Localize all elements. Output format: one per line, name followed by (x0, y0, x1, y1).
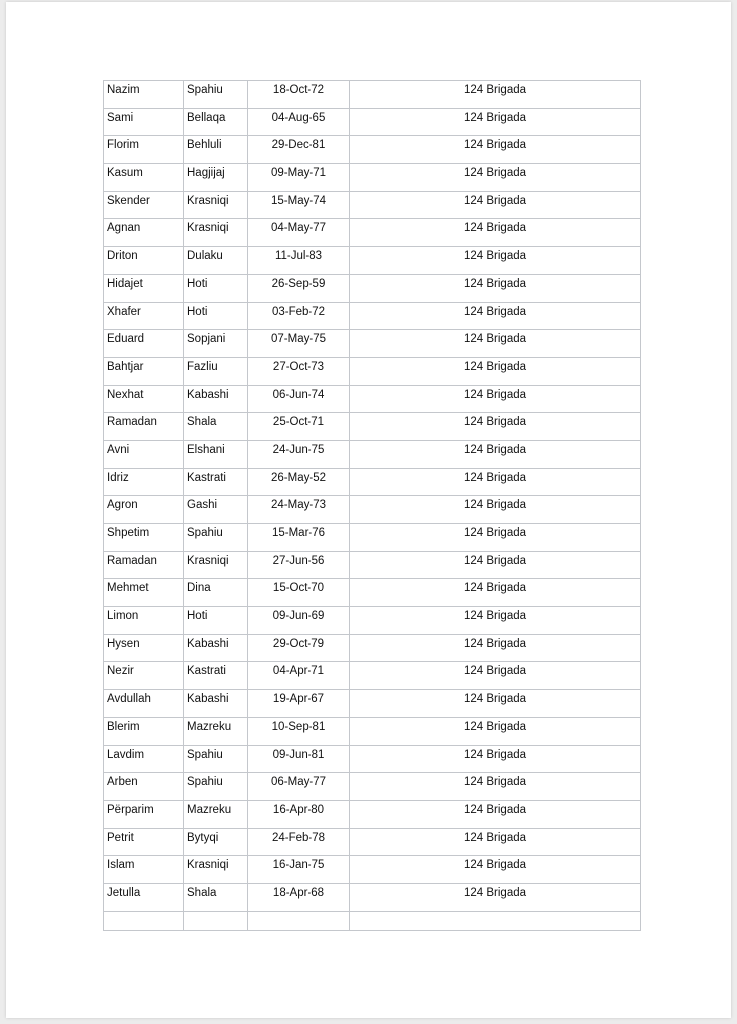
unit-cell: 124 Brigada (350, 302, 641, 330)
last-name-cell: Bytyqi (184, 828, 248, 856)
table-row (104, 745, 641, 773)
date-of-birth-cell: 10-Sep-81 (248, 717, 350, 745)
date-of-birth-cell: 19-Apr-67 (248, 690, 350, 718)
unit-cell: 124 Brigada (350, 717, 641, 745)
table-row (104, 607, 641, 635)
last-name-cell: Shala (184, 883, 248, 911)
unit-cell: 124 Brigada (350, 357, 641, 385)
table-row (104, 828, 641, 856)
date-of-birth-cell: 18-Oct-72 (248, 81, 350, 109)
unit-cell: 124 Brigada (350, 800, 641, 828)
last-name-cell: Krasniqi (184, 856, 248, 884)
last-name-cell: Hagjijaj (184, 164, 248, 192)
date-of-birth-cell: 09-Jun-81 (248, 745, 350, 773)
table-row (104, 579, 641, 607)
date-of-birth-cell: 04-May-77 (248, 219, 350, 247)
date-of-birth-cell: 15-Oct-70 (248, 579, 350, 607)
first-name-cell: Nexhat (104, 385, 184, 413)
unit-cell: 124 Brigada (350, 330, 641, 358)
first-name-cell: Islam (104, 856, 184, 884)
last-name-cell: Kastrati (184, 662, 248, 690)
date-of-birth-cell: 16-Jan-75 (248, 856, 350, 884)
table-row (104, 717, 641, 745)
date-of-birth-cell: 24-Jun-75 (248, 440, 350, 468)
unit-cell: 124 Brigada (350, 856, 641, 884)
first-name-cell: Nazim (104, 81, 184, 109)
first-name-cell: Jetulla (104, 883, 184, 911)
table-row (104, 357, 641, 385)
date-of-birth-cell: 18-Apr-68 (248, 883, 350, 911)
table-row (104, 413, 641, 441)
table-row (104, 883, 641, 911)
first-name-cell: Blerim (104, 717, 184, 745)
unit-cell: 124 Brigada (350, 634, 641, 662)
last-name-cell: Hoti (184, 607, 248, 635)
last-name-cell: Shala (184, 413, 248, 441)
unit-cell: 124 Brigada (350, 773, 641, 801)
unit-cell: 124 Brigada (350, 551, 641, 579)
first-name-cell: Avdullah (104, 690, 184, 718)
table-row (104, 81, 641, 109)
last-name-cell: Hoti (184, 274, 248, 302)
document-page (6, 2, 731, 1018)
table-row (104, 385, 641, 413)
date-of-birth-cell: 09-May-71 (248, 164, 350, 192)
empty-cell (350, 911, 641, 930)
unit-cell: 124 Brigada (350, 164, 641, 192)
date-of-birth-cell: 15-Mar-76 (248, 524, 350, 552)
unit-cell: 124 Brigada (350, 247, 641, 275)
unit-cell: 124 Brigada (350, 274, 641, 302)
date-of-birth-cell: 11-Jul-83 (248, 247, 350, 275)
last-name-cell: Kabashi (184, 634, 248, 662)
first-name-cell: Idriz (104, 468, 184, 496)
first-name-cell: Sami (104, 108, 184, 136)
last-name-cell: Kabashi (184, 690, 248, 718)
empty-cell (184, 911, 248, 930)
date-of-birth-cell: 06-May-77 (248, 773, 350, 801)
first-name-cell: Driton (104, 247, 184, 275)
unit-cell: 124 Brigada (350, 524, 641, 552)
first-name-cell: Kasum (104, 164, 184, 192)
last-name-cell: Gashi (184, 496, 248, 524)
table-row (104, 551, 641, 579)
unit-cell: 124 Brigada (350, 690, 641, 718)
unit-cell: 124 Brigada (350, 413, 641, 441)
empty-cell (248, 911, 350, 930)
unit-cell: 124 Brigada (350, 440, 641, 468)
first-name-cell: Hysen (104, 634, 184, 662)
last-name-cell: Spahiu (184, 745, 248, 773)
first-name-cell: Limon (104, 607, 184, 635)
last-name-cell: Dulaku (184, 247, 248, 275)
first-name-cell: Xhafer (104, 302, 184, 330)
table-row (104, 440, 641, 468)
last-name-cell: Spahiu (184, 524, 248, 552)
unit-cell: 124 Brigada (350, 607, 641, 635)
table-row (104, 330, 641, 358)
first-name-cell: Petrit (104, 828, 184, 856)
date-of-birth-cell: 03-Feb-72 (248, 302, 350, 330)
empty-table-row (104, 911, 641, 930)
first-name-cell: Arben (104, 773, 184, 801)
table-row (104, 634, 641, 662)
first-name-cell: Mehmet (104, 579, 184, 607)
table-row (104, 468, 641, 496)
last-name-cell: Fazliu (184, 357, 248, 385)
unit-cell: 124 Brigada (350, 81, 641, 109)
table-row (104, 496, 641, 524)
last-name-cell: Krasniqi (184, 551, 248, 579)
table-row (104, 690, 641, 718)
date-of-birth-cell: 04-Apr-71 (248, 662, 350, 690)
last-name-cell: Dina (184, 579, 248, 607)
date-of-birth-cell: 29-Oct-79 (248, 634, 350, 662)
last-name-cell: Krasniqi (184, 219, 248, 247)
date-of-birth-cell: 09-Jun-69 (248, 607, 350, 635)
last-name-cell: Elshani (184, 440, 248, 468)
unit-cell: 124 Brigada (350, 219, 641, 247)
first-name-cell: Përparim (104, 800, 184, 828)
first-name-cell: Agron (104, 496, 184, 524)
unit-cell: 124 Brigada (350, 108, 641, 136)
first-name-cell: Hidajet (104, 274, 184, 302)
date-of-birth-cell: 15-May-74 (248, 191, 350, 219)
table-row (104, 274, 641, 302)
last-name-cell: Spahiu (184, 81, 248, 109)
date-of-birth-cell: 27-Jun-56 (248, 551, 350, 579)
last-name-cell: Mazreku (184, 717, 248, 745)
last-name-cell: Kastrati (184, 468, 248, 496)
table-row (104, 662, 641, 690)
first-name-cell: Bahtjar (104, 357, 184, 385)
unit-cell: 124 Brigada (350, 385, 641, 413)
roster-table (103, 80, 641, 931)
date-of-birth-cell: 24-May-73 (248, 496, 350, 524)
first-name-cell: Agnan (104, 219, 184, 247)
first-name-cell: Shpetim (104, 524, 184, 552)
unit-cell: 124 Brigada (350, 136, 641, 164)
last-name-cell: Bellaqa (184, 108, 248, 136)
last-name-cell: Mazreku (184, 800, 248, 828)
date-of-birth-cell: 16-Apr-80 (248, 800, 350, 828)
unit-cell: 124 Brigada (350, 579, 641, 607)
first-name-cell: Avni (104, 440, 184, 468)
unit-cell: 124 Brigada (350, 745, 641, 773)
table-row (104, 219, 641, 247)
date-of-birth-cell: 25-Oct-71 (248, 413, 350, 441)
first-name-cell: Ramadan (104, 413, 184, 441)
last-name-cell: Krasniqi (184, 191, 248, 219)
first-name-cell: Skender (104, 191, 184, 219)
date-of-birth-cell: 26-May-52 (248, 468, 350, 496)
table-row (104, 164, 641, 192)
table-row (104, 108, 641, 136)
unit-cell: 124 Brigada (350, 883, 641, 911)
table-row (104, 247, 641, 275)
empty-cell (104, 911, 184, 930)
table-row (104, 856, 641, 884)
table-row (104, 524, 641, 552)
last-name-cell: Behluli (184, 136, 248, 164)
roster-table-body (104, 81, 641, 931)
table-row (104, 191, 641, 219)
last-name-cell: Hoti (184, 302, 248, 330)
table-row (104, 773, 641, 801)
unit-cell: 124 Brigada (350, 662, 641, 690)
last-name-cell: Kabashi (184, 385, 248, 413)
table-row (104, 302, 641, 330)
unit-cell: 124 Brigada (350, 496, 641, 524)
date-of-birth-cell: 27-Oct-73 (248, 357, 350, 385)
first-name-cell: Nezir (104, 662, 184, 690)
first-name-cell: Lavdim (104, 745, 184, 773)
date-of-birth-cell: 07-May-75 (248, 330, 350, 358)
first-name-cell: Eduard (104, 330, 184, 358)
first-name-cell: Ramadan (104, 551, 184, 579)
last-name-cell: Sopjani (184, 330, 248, 358)
table-row (104, 800, 641, 828)
unit-cell: 124 Brigada (350, 828, 641, 856)
table-row (104, 136, 641, 164)
date-of-birth-cell: 24-Feb-78 (248, 828, 350, 856)
date-of-birth-cell: 26-Sep-59 (248, 274, 350, 302)
date-of-birth-cell: 04-Aug-65 (248, 108, 350, 136)
unit-cell: 124 Brigada (350, 191, 641, 219)
unit-cell: 124 Brigada (350, 468, 641, 496)
first-name-cell: Florim (104, 136, 184, 164)
date-of-birth-cell: 29-Dec-81 (248, 136, 350, 164)
last-name-cell: Spahiu (184, 773, 248, 801)
date-of-birth-cell: 06-Jun-74 (248, 385, 350, 413)
